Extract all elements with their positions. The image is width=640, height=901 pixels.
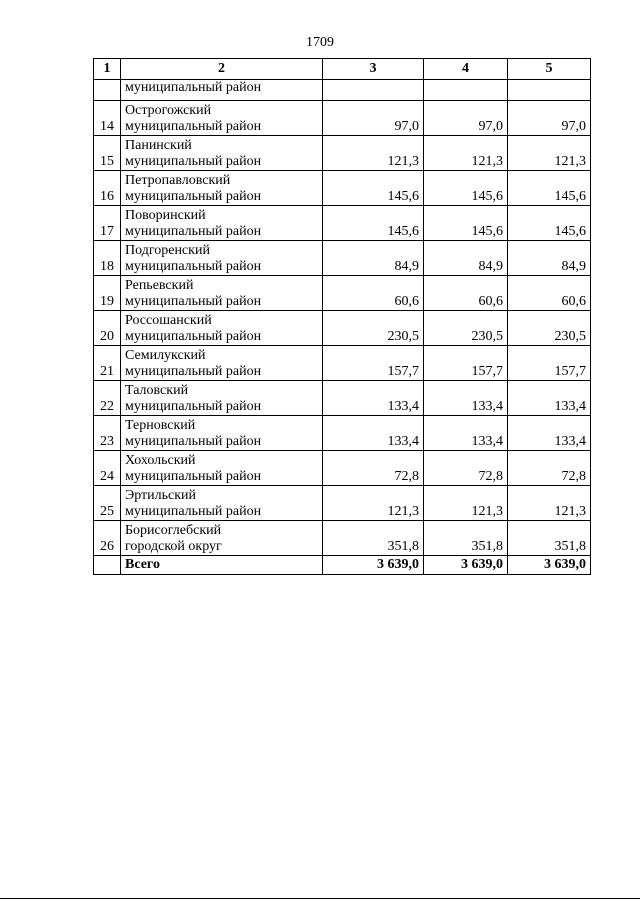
row-value-5: 145,6 <box>508 171 591 206</box>
row-name <box>121 346 323 381</box>
total-value-5: 3 639,0 <box>508 556 591 575</box>
row-name-line-2: муниципальный район <box>125 364 262 379</box>
row-number: 15 <box>94 136 121 171</box>
row-name-line-2: муниципальный район <box>125 294 262 309</box>
row-value-4: 351,8 <box>424 521 508 556</box>
row-value-5: 351,8 <box>508 521 591 556</box>
continued-row <box>94 80 591 101</box>
row-value-3: 351,8 <box>323 521 424 556</box>
row-value-3: 60,6 <box>323 276 424 311</box>
row-name-line-2: городской округ <box>125 539 222 554</box>
table-row <box>94 381 591 416</box>
row-name <box>121 486 323 521</box>
row-value-3: 133,4 <box>323 416 424 451</box>
row-value-3 <box>323 80 424 101</box>
table-row <box>94 101 591 136</box>
row-name-line-2: муниципальный район <box>125 434 262 449</box>
row-value-3: 97,0 <box>323 101 424 136</box>
row-value-5: 145,6 <box>508 206 591 241</box>
row-name <box>121 136 323 171</box>
table-row <box>94 451 591 486</box>
row-name-line-2: муниципальный район <box>125 154 262 169</box>
row-name <box>121 276 323 311</box>
row-value-5: 60,6 <box>508 276 591 311</box>
row-value-5: 133,4 <box>508 381 591 416</box>
row-name-line-1: Терновский <box>125 418 196 433</box>
row-name <box>121 241 323 276</box>
row-number: 26 <box>94 521 121 556</box>
row-name-line-2: муниципальный район <box>125 504 262 519</box>
row-name-line-2: муниципальный район <box>125 329 262 344</box>
page-number: 1709 <box>306 35 334 50</box>
header-col-2: 2 <box>121 59 323 80</box>
row-name-line-1: Таловский <box>125 383 189 398</box>
table-body <box>94 80 591 556</box>
bottom-rule <box>0 898 640 899</box>
row-name-line-1: Хохольский <box>125 453 196 468</box>
table-row <box>94 311 591 346</box>
row-number: 18 <box>94 241 121 276</box>
row-number: 23 <box>94 416 121 451</box>
row-number: 17 <box>94 206 121 241</box>
row-value-4 <box>424 80 508 101</box>
row-number: 22 <box>94 381 121 416</box>
row-name-line-2: муниципальный район <box>125 259 262 274</box>
row-value-4: 157,7 <box>424 346 508 381</box>
total-value-4: 3 639,0 <box>424 556 508 575</box>
row-value-5: 121,3 <box>508 486 591 521</box>
row-value-4: 60,6 <box>424 276 508 311</box>
row-number: 14 <box>94 101 121 136</box>
table-header-row <box>94 59 591 80</box>
row-value-4: 230,5 <box>424 311 508 346</box>
row-value-4: 145,6 <box>424 206 508 241</box>
row-number: 19 <box>94 276 121 311</box>
row-value-4: 145,6 <box>424 171 508 206</box>
total-value-3: 3 639,0 <box>323 556 424 575</box>
row-value-3: 121,3 <box>323 136 424 171</box>
row-value-3: 84,9 <box>323 241 424 276</box>
row-value-5: 97,0 <box>508 101 591 136</box>
total-label: Всего <box>121 556 323 575</box>
row-number: 21 <box>94 346 121 381</box>
header-col-1: 1 <box>94 59 121 80</box>
row-name: муниципальный район <box>121 80 323 101</box>
row-value-3: 157,7 <box>323 346 424 381</box>
row-number: 16 <box>94 171 121 206</box>
row-name-line-1: Панинский <box>125 138 192 153</box>
row-name-line-1: Петропавловский <box>125 173 231 188</box>
row-number: 25 <box>94 486 121 521</box>
row-name-line-1: Репьевский <box>125 278 194 293</box>
row-value-5 <box>508 80 591 101</box>
table-row <box>94 136 591 171</box>
row-value-3: 145,6 <box>323 171 424 206</box>
row-value-4: 133,4 <box>424 381 508 416</box>
row-value-5: 121,3 <box>508 136 591 171</box>
row-name <box>121 451 323 486</box>
row-number: 20 <box>94 311 121 346</box>
row-name-line-1: Подгоренский <box>125 243 210 258</box>
row-value-3: 145,6 <box>323 206 424 241</box>
row-name-line-1: Острогожский <box>125 103 212 118</box>
row-name-line-2: муниципальный район <box>125 119 262 134</box>
table-row <box>94 206 591 241</box>
row-value-4: 72,8 <box>424 451 508 486</box>
row-value-4: 97,0 <box>424 101 508 136</box>
row-value-5: 72,8 <box>508 451 591 486</box>
row-name-line-1: Россошанский <box>125 313 212 328</box>
total-number <box>94 556 121 575</box>
header-col-3: 3 <box>323 59 424 80</box>
row-value-5: 157,7 <box>508 346 591 381</box>
row-name-line-2: муниципальный район <box>125 189 262 204</box>
table-row <box>94 486 591 521</box>
table-row <box>94 276 591 311</box>
row-name <box>121 311 323 346</box>
table-row <box>94 171 591 206</box>
row-value-3: 72,8 <box>323 451 424 486</box>
row-name <box>121 416 323 451</box>
row-name-line-2: муниципальный район <box>125 399 262 414</box>
row-name <box>121 171 323 206</box>
row-value-4: 121,3 <box>424 136 508 171</box>
row-name <box>121 206 323 241</box>
row-value-4: 121,3 <box>424 486 508 521</box>
row-value-5: 230,5 <box>508 311 591 346</box>
row-name-line-2: муниципальный район <box>125 469 262 484</box>
header-col-4: 4 <box>424 59 508 80</box>
row-name <box>121 101 323 136</box>
table-row <box>94 521 591 556</box>
row-value-4: 133,4 <box>424 416 508 451</box>
row-value-3: 230,5 <box>323 311 424 346</box>
row-name-line-1: Борисоглебский <box>125 523 222 538</box>
row-name-line-2: муниципальный район <box>125 224 262 239</box>
row-name-line-1: Поворинский <box>125 208 206 223</box>
row-value-5: 84,9 <box>508 241 591 276</box>
allocation-table <box>93 58 591 575</box>
table-row <box>94 241 591 276</box>
row-value-5: 133,4 <box>508 416 591 451</box>
row-value-3: 121,3 <box>323 486 424 521</box>
row-value-4: 84,9 <box>424 241 508 276</box>
row-name <box>121 381 323 416</box>
table-row <box>94 416 591 451</box>
row-name-line-1: Семилукский <box>125 348 206 363</box>
row-number <box>94 80 121 101</box>
header-col-5: 5 <box>508 59 591 80</box>
total-row <box>94 556 591 575</box>
row-value-3: 133,4 <box>323 381 424 416</box>
row-number: 24 <box>94 451 121 486</box>
table-row <box>94 346 591 381</box>
row-name <box>121 521 323 556</box>
row-name-line-1: Эртильский <box>125 488 197 503</box>
